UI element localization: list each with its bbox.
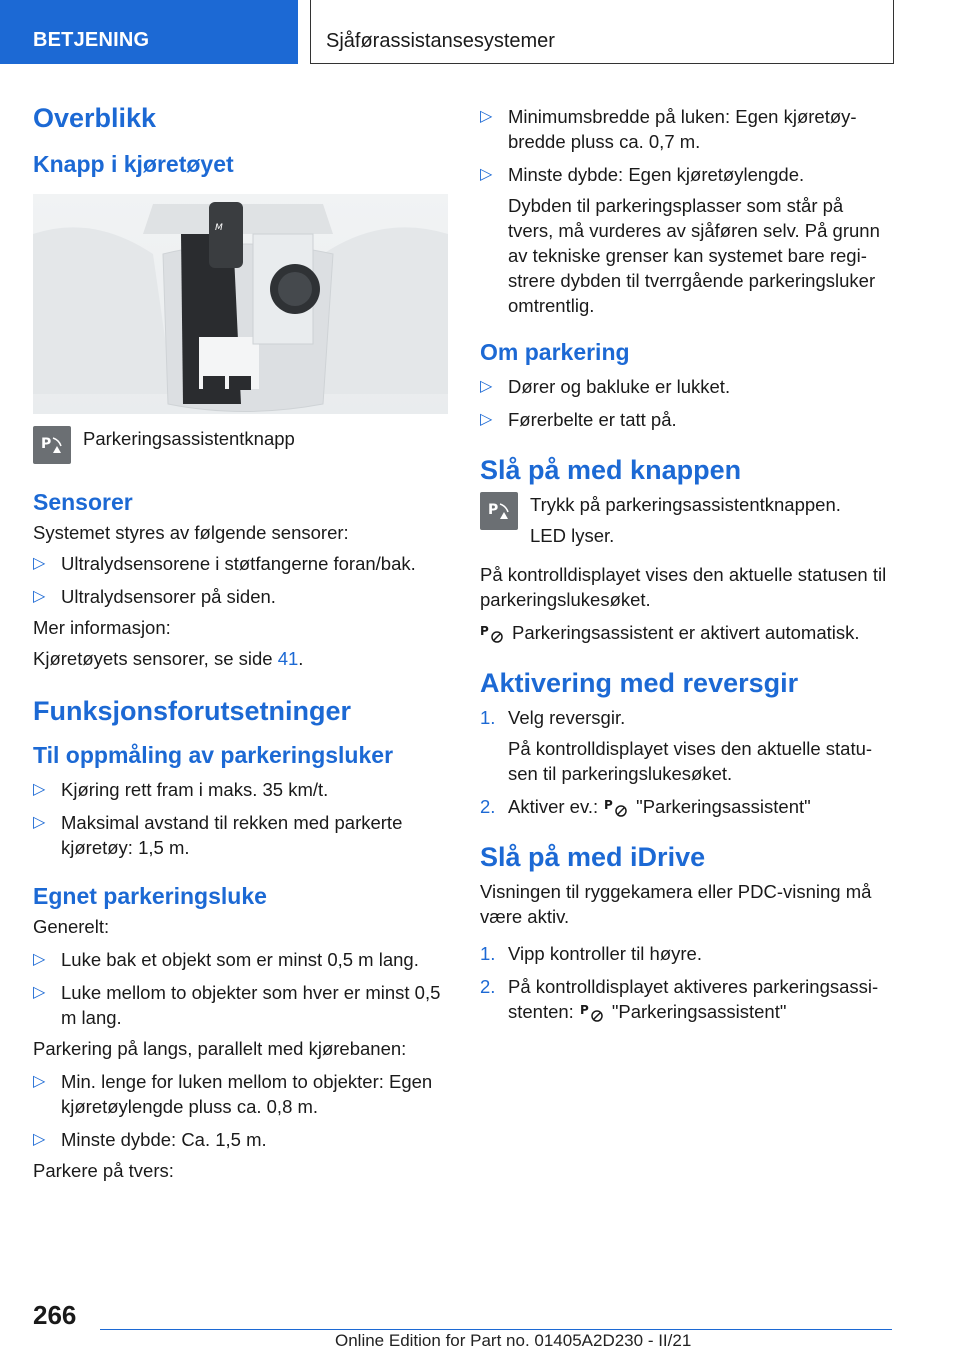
- chapter-label: Sjåførassistansesystemer: [326, 30, 555, 52]
- section-tab: [0, 0, 298, 64]
- sensor-reference: Kjøretøyets sensorer, se side 41.: [33, 648, 304, 669]
- heading-oppmaling: Til oppmåling av parkeringsluker: [33, 742, 394, 768]
- langs-label: Parkering på langs, parallelt med kjørebanen:: [33, 1038, 407, 1059]
- heading-idrive: Slå på med iDrive: [480, 842, 706, 873]
- parking-assist-icon: [480, 623, 506, 645]
- heading-overblikk: Overblikk: [33, 103, 157, 133]
- svg-text:M: M: [215, 223, 223, 233]
- sensorer-intro: Systemet styres av følgende sensorer:: [33, 522, 349, 543]
- list-item: ▷ Minimumsbredde på luken: Egen kjøretøy-bredde pluss ca. 0,7 m.: [480, 106, 857, 152]
- list-item: ▷ Kjøring rett fram i maks. 35 km/t.: [33, 779, 329, 800]
- tvers-note: Dybden til parkeringsplasser som står på tvers, må vurderes av sjåføren selv. På grunn av tekniske grenser kan systemet bare regi-strere dybden til tverrgående parkeringsluker omtrentlig.: [508, 195, 880, 316]
- status-text: På kontrolldisplayet vises den aktuelle statusen til parkeringslukesøket.: [480, 564, 887, 610]
- list-item: ▷ Minste dybde: Egen kjøretøylengde.: [480, 164, 805, 185]
- generelt-label: Generelt:: [33, 916, 110, 937]
- list-item: 2. Aktiver ev.: P "Parkeringsassistent": [480, 794, 892, 819]
- list-item: ▷ Ultralydsensorene i støtfangerne foran/bak.: [33, 553, 416, 574]
- list-item: ▷ Ultralydsensorer på siden.: [33, 586, 276, 607]
- page-link[interactable]: 41: [277, 648, 299, 669]
- center-console-photo: [33, 194, 448, 414]
- revers-note: På kontrolldisplayet vises den aktuelle statu-sen til parkeringslukesøket.: [508, 738, 873, 785]
- list-item: ▷ Minste dybde: Ca. 1,5 m.: [33, 1129, 267, 1150]
- list-item: ▷ Førerbelte er tatt på.: [480, 409, 677, 430]
- svg-text:P: P: [579, 1003, 589, 1018]
- left-column: [33, 96, 448, 1183]
- svg-text:P: P: [488, 502, 499, 518]
- right-column: [480, 96, 892, 1024]
- svg-text:P: P: [480, 624, 489, 639]
- heading-knappen: Slå på med knappen: [480, 455, 742, 485]
- parking-button-row: [33, 426, 448, 470]
- svg-text:P: P: [604, 798, 613, 813]
- heading-sensorer: Sensorer: [33, 489, 133, 515]
- heading-knapp: Knapp i kjøretøyet: [33, 151, 234, 177]
- knappen-row: [480, 492, 892, 548]
- edition-text: Online Edition for Part no. 01405A2D230 - II/21: [335, 1331, 692, 1350]
- page-number: 266: [33, 1300, 77, 1330]
- chapter-tab: [310, 0, 894, 64]
- heading-funksjon: Funksjonsforutsetninger: [33, 696, 352, 726]
- more-info: Mer informasjon:: [33, 617, 171, 638]
- footer-rule: [100, 1329, 892, 1330]
- knappen-step-1: Trykk på parkeringsassistentknappen.: [530, 494, 841, 515]
- list-item: ▷ Maksimal avstand til rekken med parkerte kjøretøy: 1,5 m.: [33, 812, 403, 858]
- auto-text-row: P Parkeringsassistent er aktivert automatisk.: [480, 620, 892, 645]
- list-item: 1. Vipp kontroller til høyre.: [480, 943, 702, 965]
- parking-assist-button-icon: [33, 426, 71, 464]
- heading-om-parkering: Om parkering: [480, 339, 630, 365]
- knappen-step-2: LED lyser.: [530, 525, 615, 546]
- list-item: ▷ Dører og bakluke er lukket.: [480, 376, 731, 397]
- parking-assist-button-icon: [480, 492, 518, 530]
- parking-assist-icon: [580, 1002, 606, 1024]
- list-item: ▷ Luke mellom to objekter som hver er minst 0,5 m lang.: [33, 982, 441, 1028]
- parking-assist-icon: [604, 797, 630, 819]
- button-caption: Parkeringsassistentknapp: [83, 428, 295, 449]
- list-item: 2. På kontrolldisplayet aktiveres parkeringsassi-stenten: P "Parkeringsassistent": [480, 974, 892, 1024]
- section-label: BETJENING: [33, 29, 150, 51]
- tvers-label: Parkere på tvers:: [33, 1160, 174, 1181]
- list-item: 1. Velg reversgir.: [480, 707, 626, 729]
- list-item: ▷ Luke bak et objekt som er minst 0,5 m lang.: [33, 949, 419, 970]
- heading-revers: Aktivering med reversgir: [480, 668, 799, 699]
- heading-egnet: Egnet parkeringsluke: [33, 883, 267, 909]
- svg-text:P: P: [41, 436, 52, 452]
- list-item: ▷ Min. lenge for luken mellom to objekter: Egen kjøretøylengde pluss ca. 0,8 m.: [33, 1071, 433, 1117]
- idrive-intro: Visningen til ryggekamera eller PDC-visning må være aktiv.: [480, 881, 872, 928]
